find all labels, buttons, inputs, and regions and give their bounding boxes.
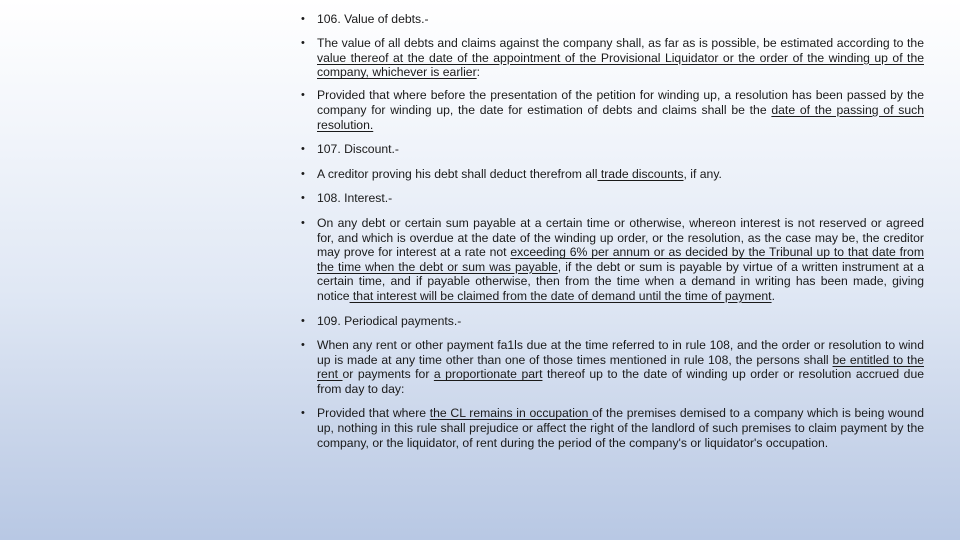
underlined-phrase: the CL remains in occupation: [429, 406, 593, 421]
section-heading-107: • 107. Discount.-: [300, 142, 924, 157]
underlined-phrase: trade discounts: [597, 166, 684, 181]
underlined-phrase: exceeding 6% per annum or as decided by the Tribunal up to that date from the time when the debt or sum was payable: [317, 245, 924, 274]
underlined-phrase: value thereof at the date of the appointment of the Provisional Liquidator or the order of the winding up of the company, whichever is earlier: [317, 50, 924, 80]
paragraph-proviso-occupation: • Provided that where the CL remains in occupation of the premises demised to a company which is being wound up, nothing in this rule shall prejudice or affect the right of the landlord of such premises to claim payment by the company, or the liquidator, of rent during the period of the company's or liquidator's occupation.: [300, 406, 924, 450]
underlined-phrase: that interest will be claimed from the date of demand until the time of payment: [349, 288, 772, 303]
section-heading-106: • 106. Value of debts.-: [300, 12, 924, 27]
section-heading-108: • 108. Interest.-: [300, 191, 924, 206]
section-heading-109: • 109. Periodical payments.-: [300, 314, 924, 329]
paragraph-discount: • A creditor proving his debt shall deduct therefrom all trade discounts, if any.: [300, 167, 924, 182]
underlined-phrase: a proportionate part: [433, 367, 543, 382]
underlined-phrase: be entitled to the rent: [317, 352, 924, 382]
paragraph-proviso-resolution: • Provided that where before the presentation of the petition for winding up, a resolution has been passed by the company for winding up, the date for estimation of debts and claims shall be the date of the passing of such resolution.: [300, 88, 924, 132]
paragraph-periodical-payments: • When any rent or other payment fa1ls due at the time referred to in rule 108, and the order or resolution to wind up is made at any time other than one of those times mentioned in rule 108, the persons shall be entitled to the rent or payments for a proportionate part thereof up to the date of winding up order or resolution accrued due from day to day:: [300, 338, 924, 396]
underlined-phrase: date of the passing of such resolution.: [317, 102, 924, 132]
paragraph-value-of-debts: • The value of all debts and claims against the company shall, as far as is possible, be estimated according to the value thereof at the date of the appointment of the Provisional Liquidator or the order of the winding up of the company, whichever is earlier:: [300, 36, 924, 80]
bullet-list: [300, 12, 924, 450]
paragraph-interest: • On any debt or certain sum payable at a certain time or otherwise, whereon interest is not reserved or agreed for, and which is overdue at the date of the winding up order, or the resolution, as the case may be, the creditor may prove for interest at a rate not exceeding 6% per annum or as decided by the Tribunal up to that date from the time when the debt or sum was payable, if the debt or sum is payable by virtue of a written instrument at a certain time, and if payable otherwise, then from the time when a demand in writing has been made, giving notice that interest will be claimed from the date of demand until the time of payment.: [300, 216, 924, 304]
